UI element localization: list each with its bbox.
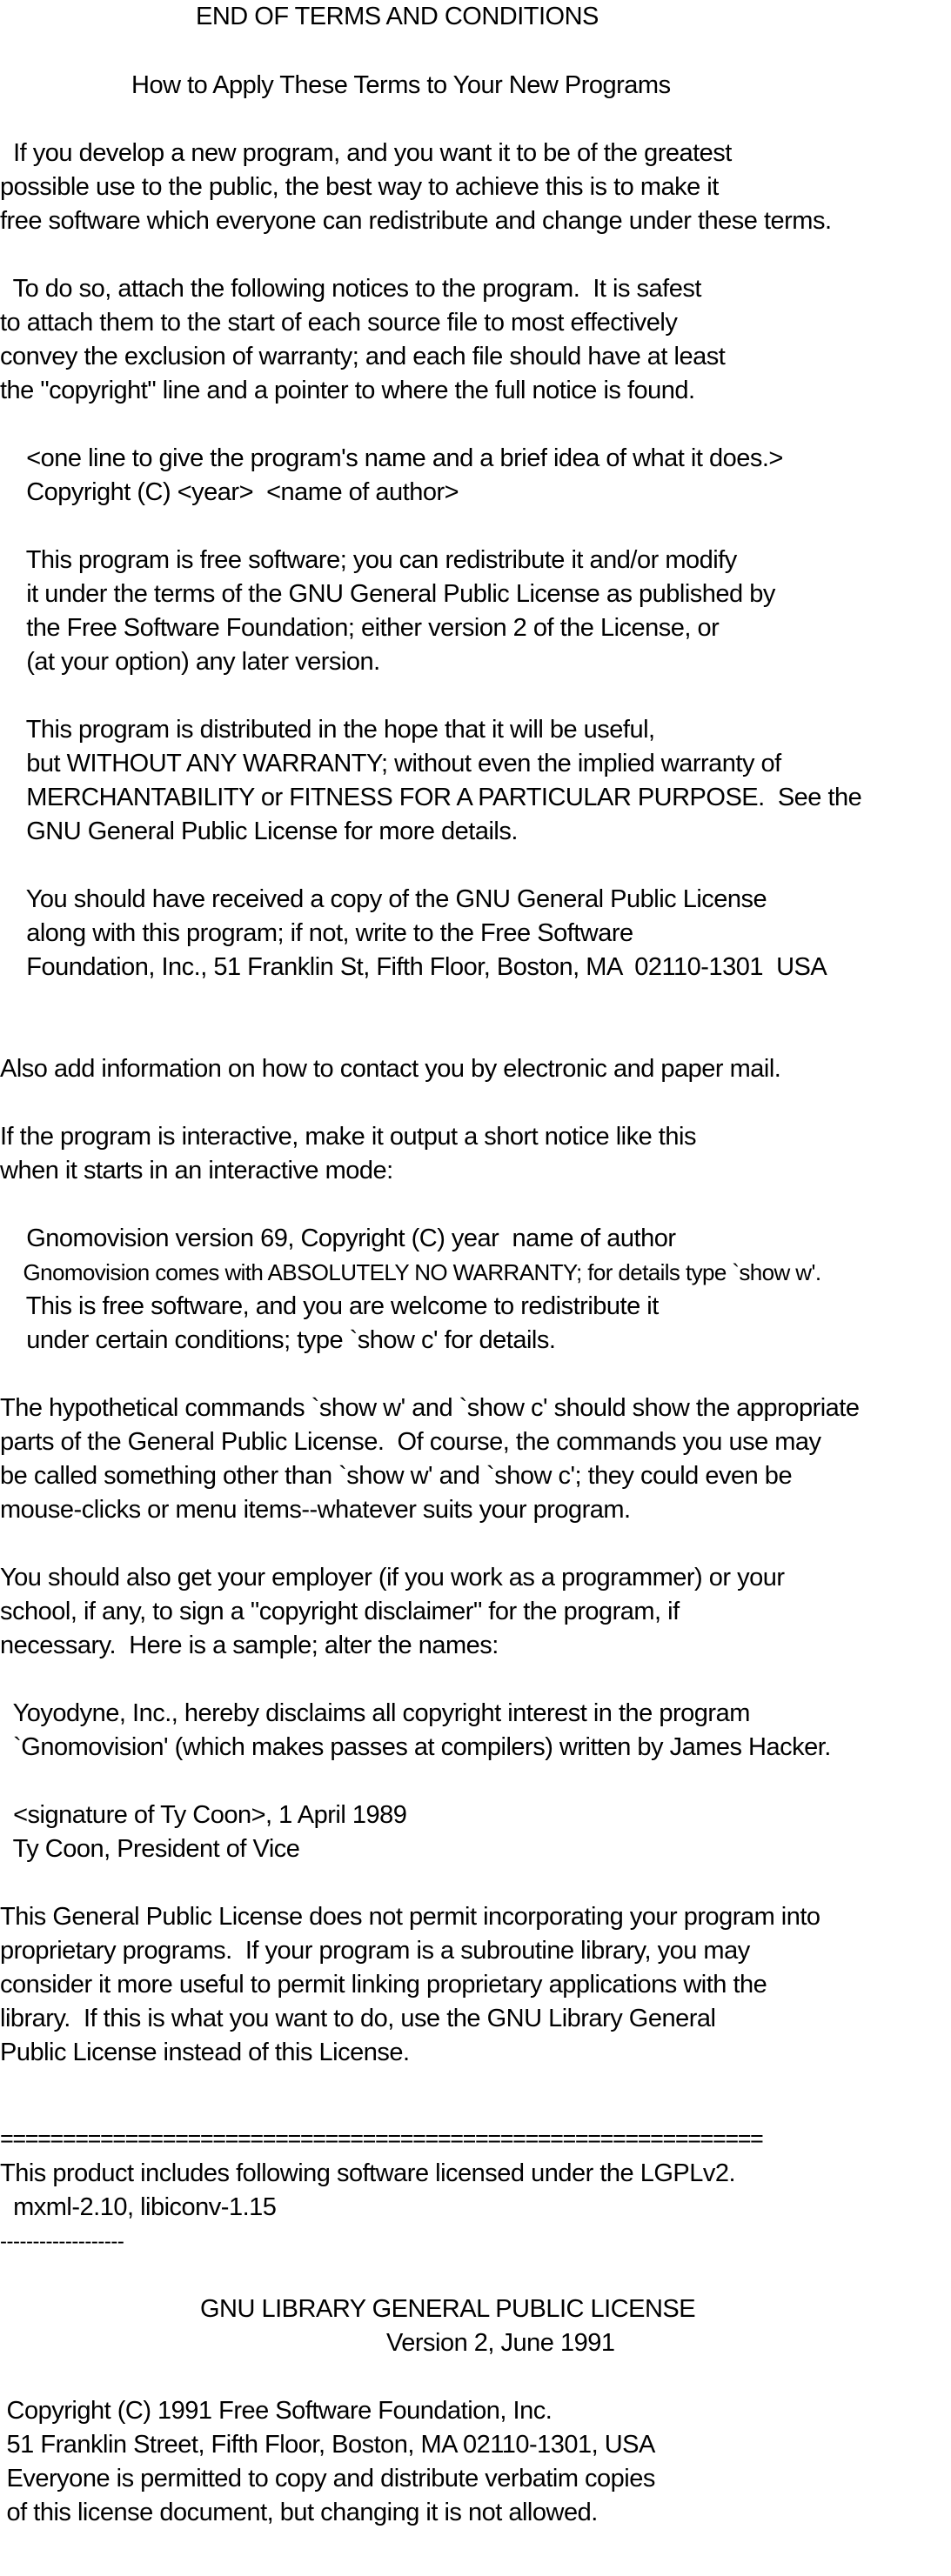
text-line: convey the exclusion of warranty; and each file should have at least bbox=[0, 343, 726, 370]
text-line: Yoyodyne, Inc., hereby disclaims all copyright interest in the program bbox=[0, 1699, 750, 1727]
text-line: This is free software, and you are welcome to redistribute it bbox=[0, 1292, 659, 1320]
text-line: library. If this is what you want to do, use the GNU Library General bbox=[0, 2005, 716, 2032]
text-line: necessary. Here is a sample; alter the names: bbox=[0, 1632, 499, 1659]
software-list: mxml-2.10, libiconv-1.15 bbox=[0, 2193, 277, 2221]
text-line: Copyright (C) <year> <name of author> bbox=[0, 478, 459, 506]
text-line: to attach them to the start of each source file to most effectively bbox=[0, 309, 678, 337]
text-line: Public License instead of this License. bbox=[0, 2039, 410, 2066]
text-line: but WITHOUT ANY WARRANTY; without even the implied warranty of bbox=[0, 750, 781, 777]
text-line: The hypothetical commands `show w' and `show c' should show the appropriate bbox=[0, 1394, 860, 1422]
text-line: when it starts in an interactive mode: bbox=[0, 1157, 393, 1185]
text-line: under certain conditions; type `show c' for details. bbox=[0, 1326, 556, 1354]
text-line: mouse-clicks or menu items--whatever suits your program. bbox=[0, 1496, 631, 1524]
text-line: free software which everyone can redistribute and change under these terms. bbox=[0, 207, 832, 235]
text-line: <signature of Ty Coon>, 1 April 1989 bbox=[0, 1801, 407, 1829]
text-line: Everyone is permitted to copy and distribute verbatim copies bbox=[0, 2465, 655, 2493]
contact-info: Also add information on how to contact you by electronic and paper mail. bbox=[0, 1055, 781, 1083]
text-line: the Free Software Foundation; either version 2 of the License, or bbox=[0, 614, 720, 642]
text-line: parts of the General Public License. Of course, the commands you use may bbox=[0, 1428, 821, 1456]
end-of-terms-heading: END OF TERMS AND CONDITIONS bbox=[196, 3, 599, 30]
text-line: Foundation, Inc., 51 Franklin St, Fifth Floor, Boston, MA 02110-1301 USA bbox=[0, 953, 827, 981]
text-line: `Gnomovision' (which makes passes at compilers) written by James Hacker. bbox=[0, 1733, 831, 1761]
separator-line: ============================================================= bbox=[0, 2126, 763, 2152]
text-line: Copyright (C) 1991 Free Software Foundation, Inc. bbox=[0, 2397, 553, 2425]
text-line: along with this program; if not, write to the Free Software bbox=[0, 919, 633, 947]
text-line: Gnomovision comes with ABSOLUTELY NO WARRANTY; for details type `show w'. bbox=[0, 1259, 821, 1285]
text-line: possible use to the public, the best way to achieve this is to make it bbox=[0, 173, 719, 201]
text-line: be called something other than `show w' and `show c'; they could even be bbox=[0, 1462, 793, 1490]
text-line: This General Public License does not permit incorporating your program into bbox=[0, 1903, 820, 1931]
text-line: it under the terms of the GNU General Public License as published by bbox=[0, 580, 775, 608]
text-line: You should have received a copy of the GNU General Public License bbox=[0, 885, 767, 913]
text-line: This program is distributed in the hope that it will be useful, bbox=[0, 716, 655, 744]
text-line: To do so, attach the following notices to the program. It is safest bbox=[0, 275, 701, 303]
text-line: You should also get your employer (if you work as a programmer) or your bbox=[0, 1564, 785, 1592]
text-line: Gnomovision version 69, Copyright (C) year name of author bbox=[0, 1225, 676, 1252]
text-line: This program is free software; you can redistribute it and/or modify bbox=[0, 546, 737, 574]
text-line: the "copyright" line and a pointer to where the full notice is found. bbox=[0, 377, 695, 404]
text-line: of this license document, but changing it is not allowed. bbox=[0, 2499, 598, 2526]
text-line: consider it more useful to permit linking proprietary applications with the bbox=[0, 1971, 767, 1999]
text-line: If the program is interactive, make it output a short notice like this bbox=[0, 1123, 696, 1151]
text-line: <one line to give the program's name and a brief idea of what it does.> bbox=[0, 444, 783, 472]
text-line: If you develop a new program, and you want it to be of the greatest bbox=[0, 139, 732, 167]
text-line: proprietary programs. If your program is a subroutine library, you may bbox=[0, 1937, 750, 1965]
text-line: school, if any, to sign a "copyright disclaimer" for the program, if bbox=[0, 1598, 680, 1625]
text-line: 51 Franklin Street, Fifth Floor, Boston, MA 02110-1301, USA bbox=[0, 2431, 655, 2459]
how-to-apply-heading: How to Apply These Terms to Your New Programs bbox=[131, 71, 671, 99]
lgpl-version: Version 2, June 1991 bbox=[386, 2329, 615, 2357]
text-line: MERCHANTABILITY or FITNESS FOR A PARTICULAR PURPOSE. See the bbox=[0, 784, 862, 811]
product-notice: This product includes following software licensed under the LGPLv2. bbox=[0, 2159, 736, 2187]
short-dashes: ------------------- bbox=[0, 2230, 124, 2253]
text-line: GNU General Public License for more details. bbox=[0, 818, 518, 845]
lgpl-title: GNU LIBRARY GENERAL PUBLIC LICENSE bbox=[200, 2295, 696, 2323]
text-line: Ty Coon, President of Vice bbox=[0, 1835, 300, 1863]
text-line: (at your option) any later version. bbox=[0, 648, 380, 676]
